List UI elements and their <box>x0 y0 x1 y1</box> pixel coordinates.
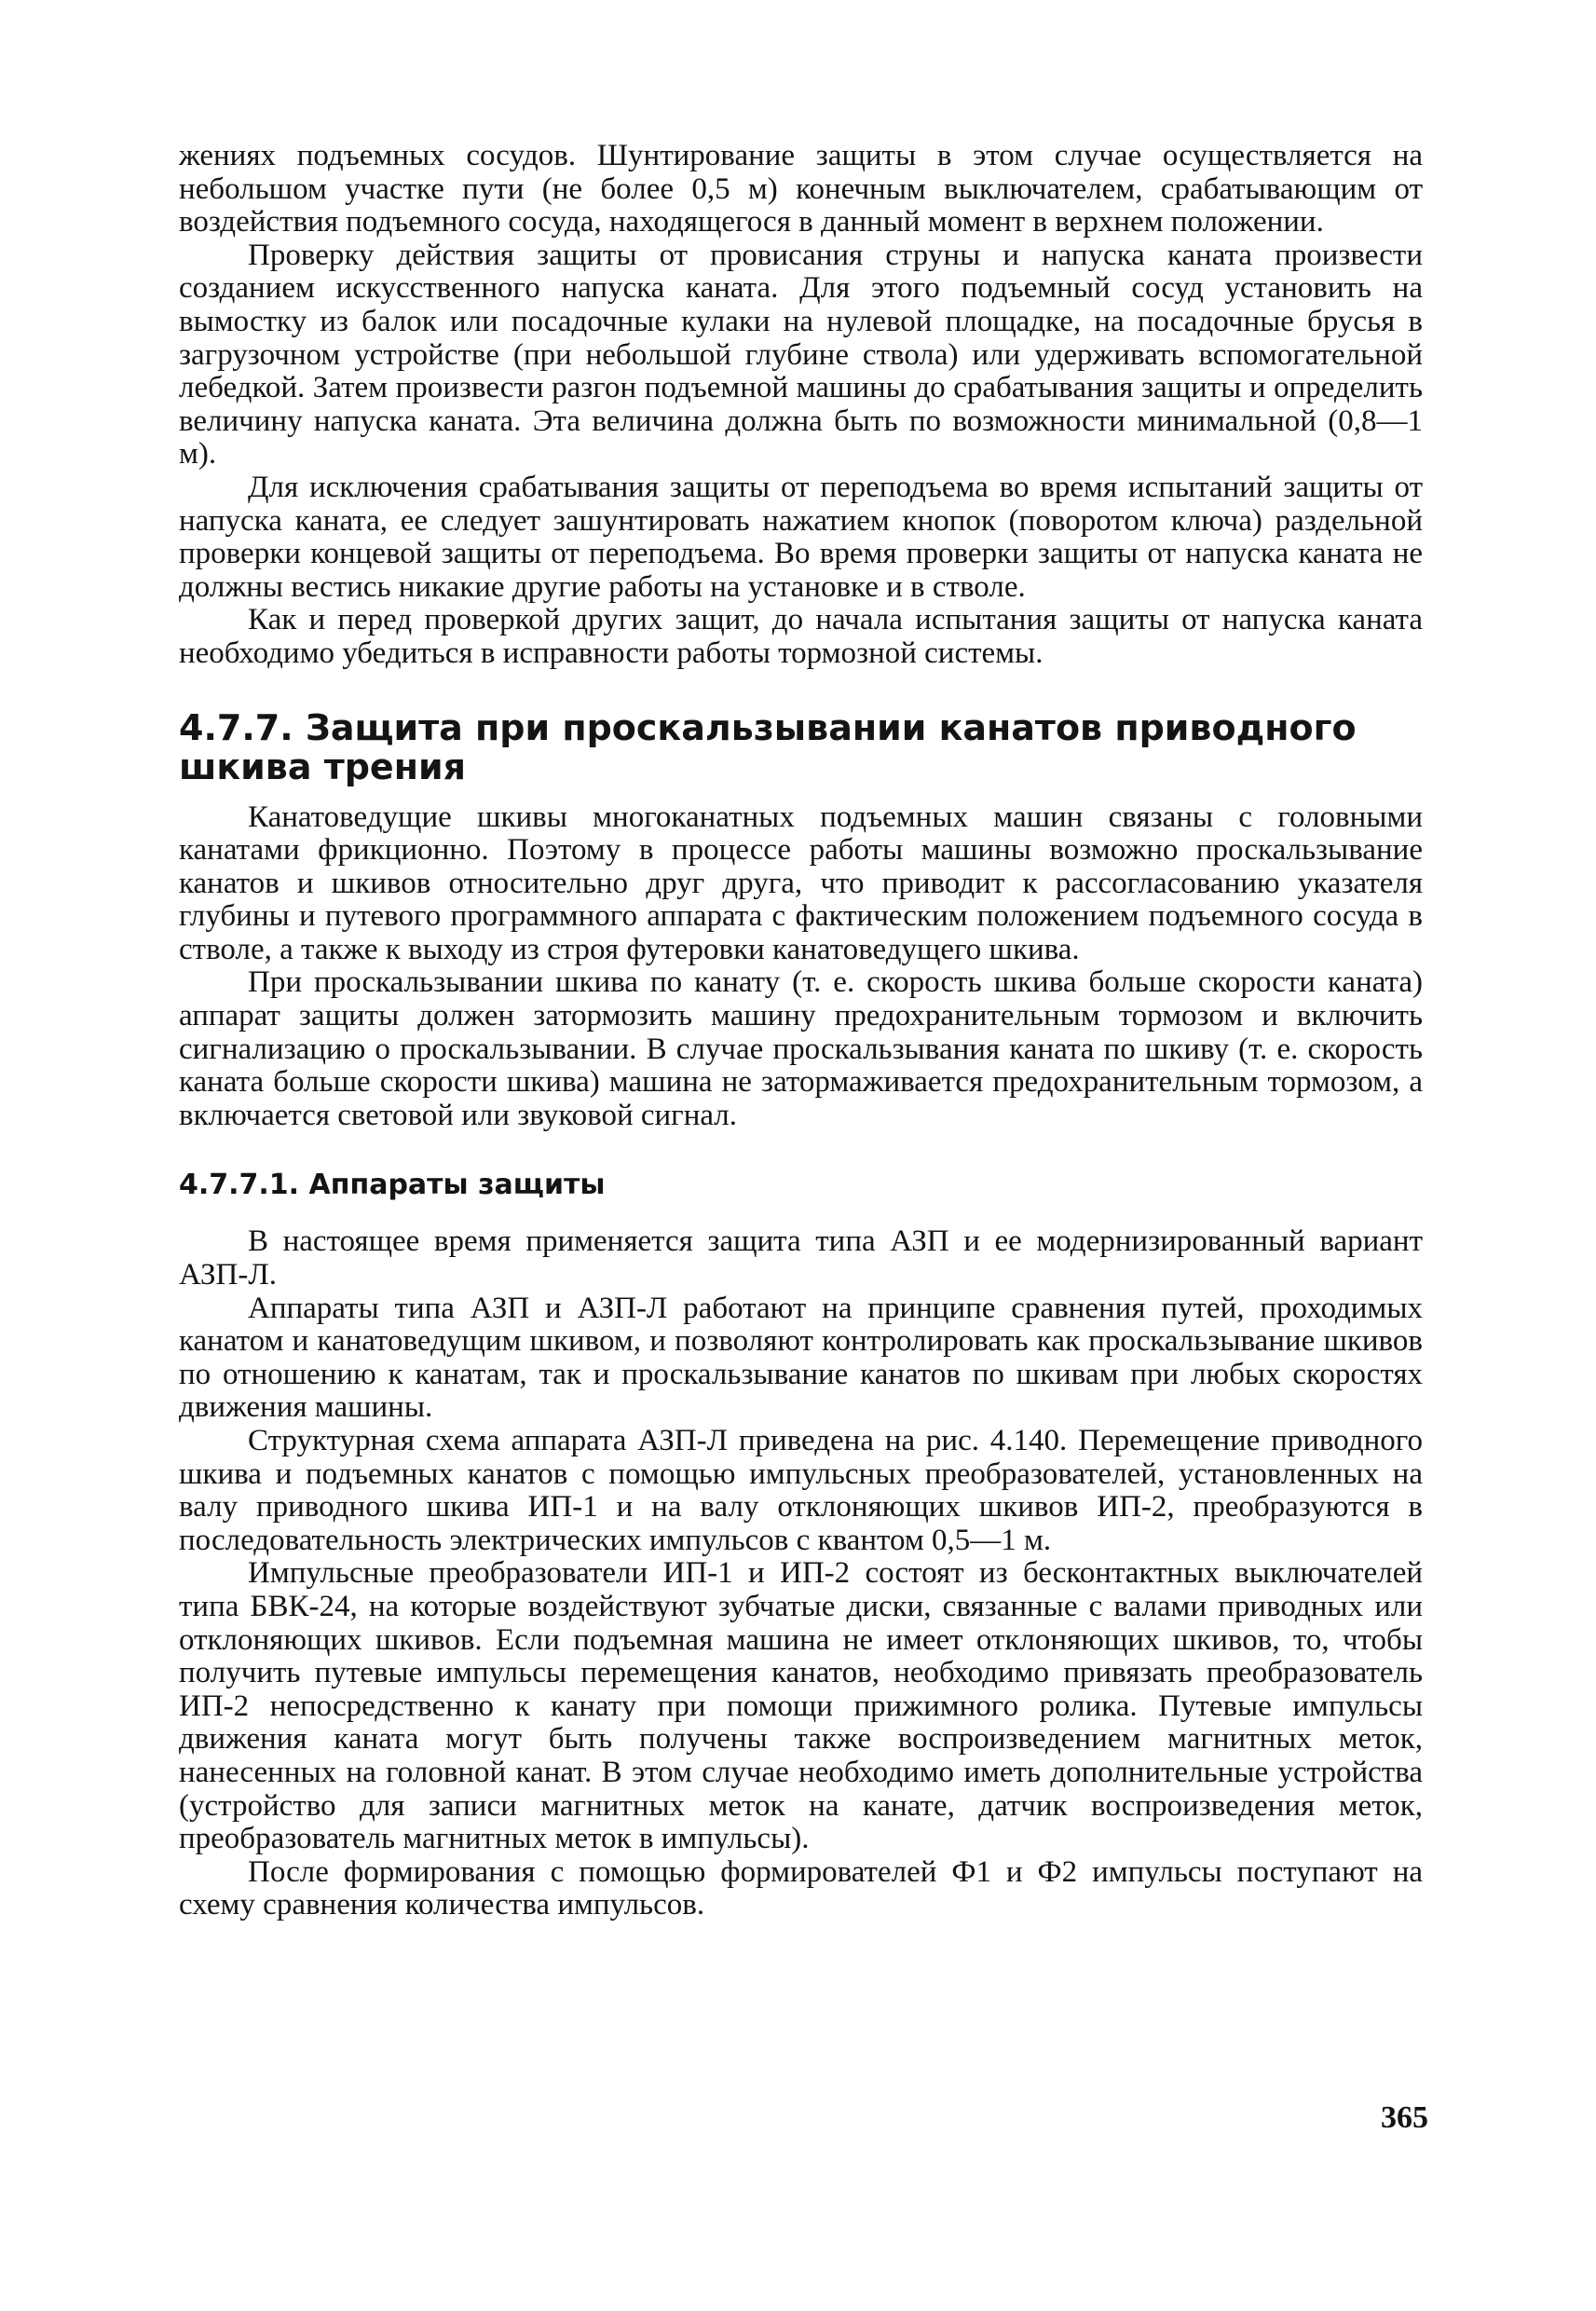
paragraph: Проверку действия защиты от провисания струны и напуска каната произвести созданием искусственного напуска каната. Для этого подъемный сосуд установить на вымостку из балок или посадочные кулаки на нулевой площадке, на посадочные брусья в загрузочном устройстве (при небольшой глубине ствола) или удерживать вспомогательной лебедкой. Затем произвести разгон подъемной машины до срабатывания защиты и определить величину напуска каната. Эта величина должна быть по возможности минимальной (0,8—1 м). <box>179 238 1423 472</box>
paragraph: Для исключения срабатывания защиты от переподъема во время испытаний защиты от напуска каната, ее следует зашунтировать нажатием кнопок (поворотом ключа) раздельной проверки концевой защиты от переподъема. Во время проверки защиты от напуска каната не должны вестись никакие другие работы на установке и в стволе. <box>179 470 1423 604</box>
paragraph: жениях подъемных сосудов. Шунтирование защиты в этом случае осуществляется на небольшом участке пути (не более 0,5 м) конечным выключателем, срабатывающим от воздействия подъемного сосуда, находящегося в данный момент в верхнем положении. <box>179 139 1423 239</box>
paragraph: При проскальзывании шкива по канату (т. е. скорость шкива больше скорости каната) аппарат защиты должен затормозить машину предохранительным тормозом и включить сигнализацию о проскальзывании. В случае проскальзывания каната по шкиву (т. е. скорость каната больше скорости шкива) машина не затормаживается предохранительным тормозом, а включается световой или звуковой сигнал. <box>179 965 1423 1132</box>
page-body <box>179 140 1423 1922</box>
section-heading: 4.7.7. Защита при проскальзывании канатов приводного шкива трения <box>179 706 1357 787</box>
paragraph: Импульсные преобразователи ИП-1 и ИП-2 состоят из бесконтактных выключателей типа БВК-24, на которые воздействуют зубчатые диски, связанные с валами приводных или отклоняющих шкивов. Если подъемная машина не имеет отклоняющих шкивов, то, чтобы получить путевые импульсы перемещения канатов, необходимо привязать преобразователь ИП-2 непосредственно к канату при помощи прижимного ролика. Путевые импульсы движения каната могут быть получены также воспроизведением магнитных меток, нанесенных на головной канат. В этом случае необходимо иметь дополнительные устройства (устройство для записи магнитных меток на канате, датчик воспроизведения меток, преобразователь магнитных меток в импульсы). <box>179 1556 1423 1856</box>
paragraph: Как и перед проверкой других защит, до начала испытания защиты от напуска каната необходимо убедиться в исправности работы тормозной системы. <box>179 603 1423 670</box>
paragraph: Структурная схема аппарата АЗП-Л приведена на рис. 4.140. Перемещение приводного шкива и подъемных канатов с помощью импульсных преобразователей, установленных на валу приводного шкива ИП-1 и на валу отклоняющих шкивов ИП-2, преобразуются в последовательность электрических импульсов с квантом 0,5—1 м. <box>179 1424 1423 1557</box>
page-number: 365 <box>1381 2100 1428 2135</box>
paragraph: Канатоведущие шкивы многоканатных подъемных машин связаны с головными канатами фрикционно. Поэтому в процессе работы машины возможно проскальзывание канатов и шкивов относительно друг друга, что приводит к рассогласованию указателя глубины и путевого программного аппарата с фактическим положением подъемного сосуда в стволе, а также к выходу из строя футеровки канатоведущего шкива. <box>179 800 1423 966</box>
paragraph: В настоящее время применяется защита типа АЗП и ее модернизированный вариант АЗП-Л. <box>179 1224 1423 1292</box>
paragraph: Аппараты типа АЗП и АЗП-Л работают на принципе сравнения путей, проходимых канатом и канатоведущим шкивом, и позволяют контролировать как проскальзывание шкивов по отношению к канатам, так и проскальзывание канатов по шкивам при любых скоростях движения машины. <box>179 1291 1423 1425</box>
subsection-heading: 4.7.7.1. Аппараты защиты <box>179 1169 606 1202</box>
paragraph: После формирования с помощью формирователей Ф1 и Ф2 импульсы поступают на схему сравнения количества импульсов. <box>179 1854 1423 1922</box>
